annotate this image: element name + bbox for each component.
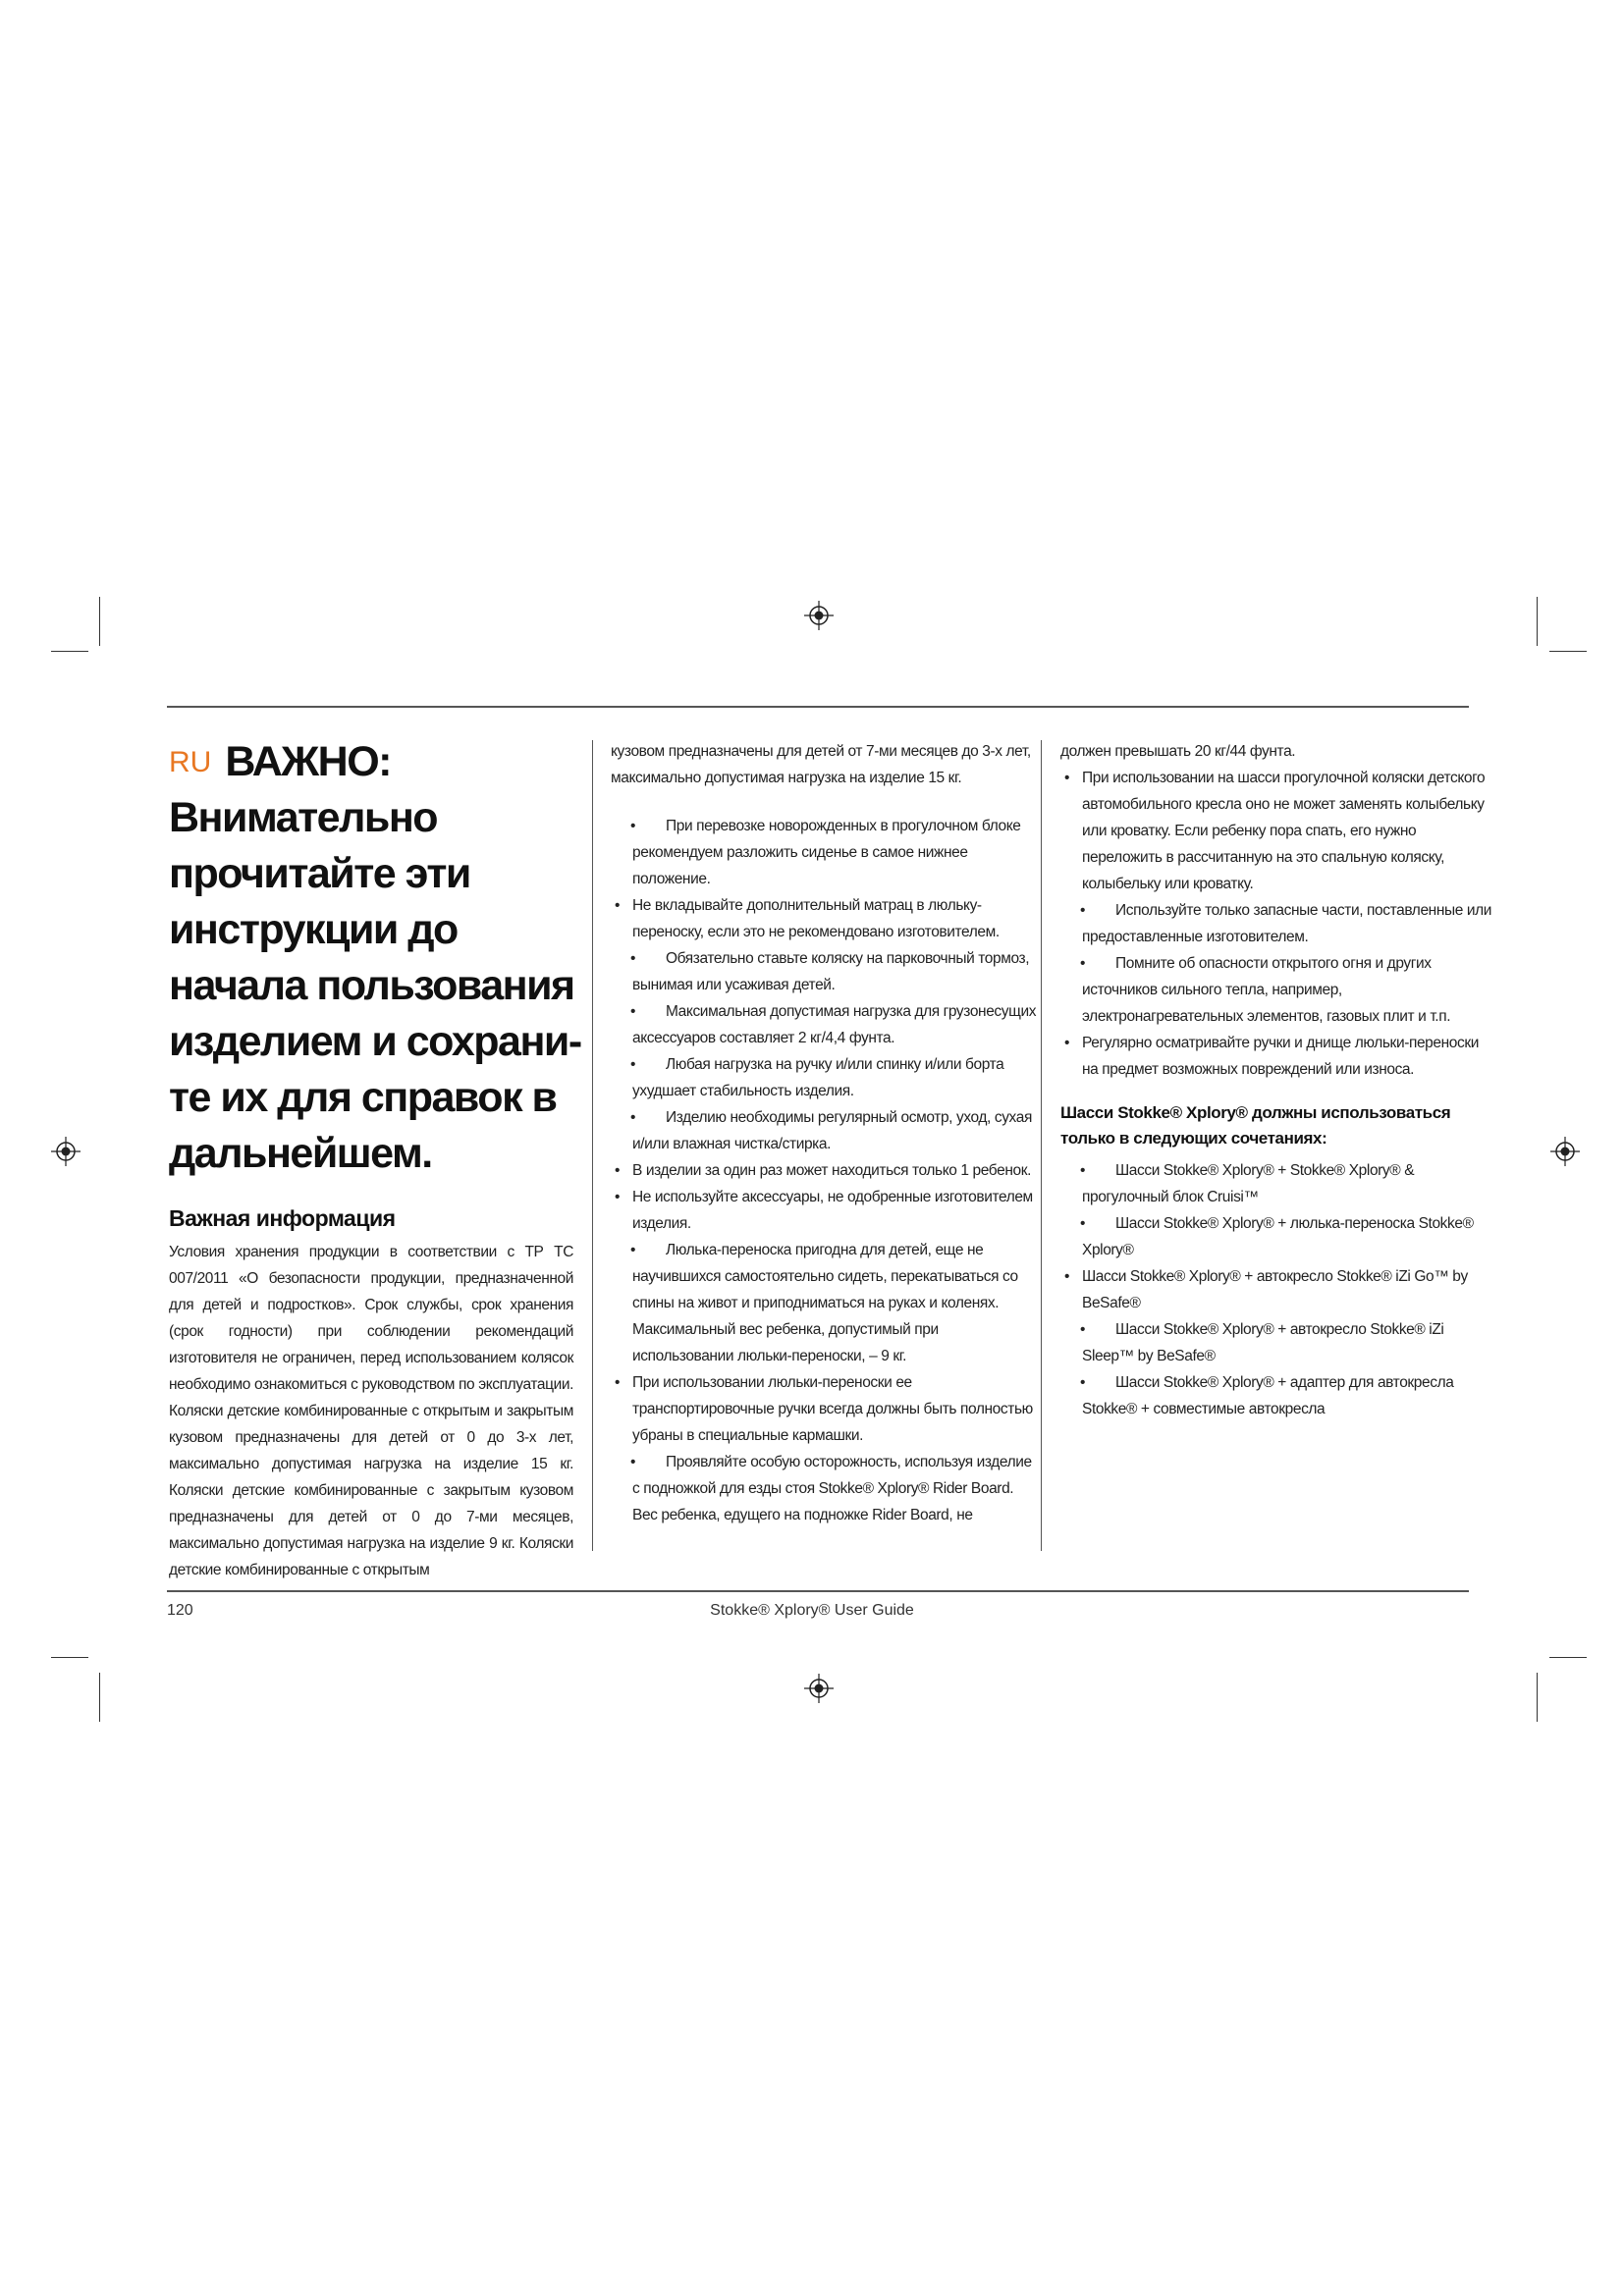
registration-mark-icon bbox=[804, 601, 834, 630]
list-item-text: Обязательно ставьте коляску на парковочный тормоз, вынимая или усаживая детей. bbox=[632, 950, 1030, 993]
column-separator bbox=[1041, 740, 1042, 1551]
list-item bbox=[611, 1237, 1041, 1369]
crop-mark bbox=[1537, 597, 1538, 646]
heading-title: ВАЖНО: Внимательно прочитайте эти инструкции до начала пользования изделием и сохрани-те их для справок в дальнейшем. bbox=[169, 738, 581, 1177]
list-item-text: При использовании люльки-переноски ее транспортировочные ручки всегда должны быть полностью убраны в специальные кармашки. bbox=[632, 1374, 1033, 1444]
list-item-text: Помните об опасности открытого огня и других источников сильного тепла, например, электронагревательных элементов, газовых плит и т.п. bbox=[1082, 955, 1451, 1025]
body-paragraph: должен превышать 20 кг/44 фунта. bbox=[1060, 743, 1296, 760]
section-heading: Важная информация bbox=[169, 1205, 396, 1231]
list-item-text: Не вкладывайте дополнительный матрац в люльку-переноску, если это не рекомендовано изготовителем. bbox=[632, 897, 1000, 940]
crop-mark bbox=[1549, 651, 1587, 652]
list-item bbox=[1060, 1369, 1492, 1422]
list-item bbox=[611, 1369, 1041, 1449]
list-item bbox=[611, 998, 1041, 1051]
list-item bbox=[611, 1184, 1041, 1237]
page-number: 120 bbox=[167, 1602, 193, 1619]
column-1-body bbox=[169, 1239, 573, 1583]
crop-mark bbox=[51, 651, 88, 652]
list-item bbox=[611, 1051, 1041, 1104]
body-paragraph: кузовом предназначены для детей от 7-ми месяцев до 3-х лет, максимально допустимая нагрузка на изделие 15 кг. bbox=[611, 743, 1031, 786]
column-separator bbox=[592, 740, 593, 1551]
bullet-icon: • bbox=[630, 950, 636, 967]
list-item-text: При использовании на шасси прогулочной коляски детского автомобильного кресла оно не может заменять колыбельку или кроватку. Если ребенку пора спать, его нужно переложить в рассчитанную на это спальную коляску, колыбельку или кроватку. bbox=[1082, 770, 1486, 892]
list-item-text: Шасси Stokke® Xplory® + Stokke® Xplory® & прогулочный блок Cruisi™ bbox=[1082, 1162, 1415, 1205]
bullet-icon: • bbox=[1064, 1268, 1070, 1285]
bullet-icon: • bbox=[615, 1374, 621, 1391]
list-item bbox=[1060, 765, 1492, 897]
list-item-text: Шасси Stokke® Xplory® + люлька-переноска Stokke® Xplory® bbox=[1082, 1215, 1474, 1258]
crop-mark bbox=[99, 597, 100, 646]
list-item-text: Максимальная допустимая нагрузка для грузонесущих аксессуаров составляет 2 кг/4,4 фунта. bbox=[632, 1003, 1037, 1046]
bullet-icon: • bbox=[630, 1454, 636, 1470]
list-item-text: Регулярно осматривайте ручки и днище люльки-переноски на предмет возможных повреждений или износа. bbox=[1082, 1035, 1479, 1078]
list-item bbox=[1060, 1316, 1492, 1369]
bullet-icon: • bbox=[1080, 955, 1086, 972]
column-3-body bbox=[1060, 738, 1492, 1422]
combinations-heading: Шасси Stokke® Xplory® должны использоваться только в следующих сочетаниях: bbox=[1060, 1103, 1451, 1148]
list-item bbox=[611, 945, 1041, 998]
crop-mark bbox=[1549, 1657, 1587, 1658]
bullet-icon: • bbox=[1080, 1374, 1086, 1391]
body-paragraph: Условия хранения продукции в соответствии с ТР ТС 007/2011 «О безопасности продукции, предназначенной для детей и подростков». Срок службы, срок хранения (срок годности) при соблюдении рекомендаций изготовителя не ограничен, перед использованием колясок необходимо ознакомиться с руководством по эксплуатации. Коляски детские комбинированные с открытым и закрытым кузовом предназначены для детей от 0 до 3-х лет, максимально допустимая нагрузка на изделие 15 кг. Коляски детские комбинированные с закрытым кузовом предназначены для детей от 0 до 7-ми месяцев, максимально допустимая нагрузка на изделие 9 кг. Коляски детские комбинированные с открытым bbox=[169, 1244, 573, 1578]
warning-list bbox=[611, 813, 1041, 1528]
page-heading bbox=[169, 734, 581, 1182]
list-item bbox=[611, 813, 1041, 892]
bullet-icon: • bbox=[615, 1162, 621, 1179]
registration-mark-icon bbox=[804, 1674, 834, 1703]
bullet-icon: • bbox=[630, 1242, 636, 1258]
bullet-icon: • bbox=[630, 818, 636, 834]
registration-mark-icon bbox=[51, 1137, 81, 1166]
list-item-text: Шасси Stokke® Xplory® + автокресло Stokke® iZi Sleep™ by BeSafe® bbox=[1082, 1321, 1444, 1364]
list-item-text: Используйте только запасные части, поставленные или предоставленные изготовителем. bbox=[1082, 902, 1492, 945]
list-item-text: Не используйте аксессуары, не одобренные изготовителем изделия. bbox=[632, 1189, 1033, 1232]
list-item-text: Шасси Stokke® Xplory® + автокресло Stokke® iZi Go™ by BeSafe® bbox=[1082, 1268, 1468, 1311]
list-item bbox=[1060, 950, 1492, 1030]
list-item-text: При перевозке новорожденных в прогулочном блоке рекомендуем разложить сиденье в самое нижнее положение. bbox=[632, 818, 1021, 887]
bullet-icon: • bbox=[630, 1003, 636, 1020]
bottom-rule bbox=[167, 1590, 1469, 1592]
list-item-text: Любая нагрузка на ручку и/или спинку и/или борта ухудшает стабильность изделия. bbox=[632, 1056, 1004, 1099]
warning-list bbox=[1060, 765, 1492, 1083]
bullet-icon: • bbox=[630, 1056, 636, 1073]
bullet-icon: • bbox=[1080, 1162, 1086, 1179]
list-item-text: Шасси Stokke® Xplory® + адаптер для автокресла Stokke® + совместимые автокресла bbox=[1082, 1374, 1454, 1417]
crop-mark bbox=[51, 1657, 88, 1658]
bullet-icon: • bbox=[615, 897, 621, 914]
crop-mark bbox=[1537, 1673, 1538, 1722]
bullet-icon: • bbox=[1080, 902, 1086, 919]
column-2-body bbox=[611, 738, 1041, 1528]
language-code: RU bbox=[169, 746, 212, 778]
list-item-text: Люлька-переноска пригодна для детей, еще не научившихся самостоятельно сидеть, перекатываться со спины на живот и приподниматься на руках и коленях. Максимальный вес ребенка, допустимый при использовании люльки-переноски, – 9 кг. bbox=[632, 1242, 1018, 1364]
top-rule bbox=[167, 706, 1469, 708]
list-item-text: В изделии за один раз может находиться только 1 ребенок. bbox=[632, 1162, 1031, 1179]
bullet-icon: • bbox=[1080, 1321, 1086, 1338]
crop-mark bbox=[99, 1673, 100, 1722]
footer-title: Stokke® Xplory® User Guide bbox=[710, 1602, 914, 1619]
bullet-icon: • bbox=[630, 1109, 636, 1126]
list-item bbox=[1060, 1210, 1492, 1263]
list-item-text: Проявляйте особую осторожность, используя изделие с подножкой для езды стоя Stokke® Xplory® Rider Board. Вес ребенка, едущего на подножке Rider Board, не bbox=[632, 1454, 1032, 1523]
bullet-icon: • bbox=[615, 1189, 621, 1205]
bullet-icon: • bbox=[1080, 1215, 1086, 1232]
list-item bbox=[1060, 1030, 1492, 1083]
list-item bbox=[1060, 897, 1492, 950]
list-item bbox=[611, 1157, 1041, 1184]
registration-mark-icon bbox=[1550, 1137, 1580, 1166]
list-item bbox=[1060, 1157, 1492, 1210]
bullet-icon: • bbox=[1064, 770, 1070, 786]
combinations-list bbox=[1060, 1157, 1492, 1422]
list-item bbox=[611, 892, 1041, 945]
bullet-icon: • bbox=[1064, 1035, 1070, 1051]
list-item-text: Изделию необходимы регулярный осмотр, уход, сухая и/или влажная чистка/стирка. bbox=[632, 1109, 1032, 1152]
list-item bbox=[1060, 1263, 1492, 1316]
list-item bbox=[611, 1104, 1041, 1157]
list-item bbox=[611, 1449, 1041, 1528]
